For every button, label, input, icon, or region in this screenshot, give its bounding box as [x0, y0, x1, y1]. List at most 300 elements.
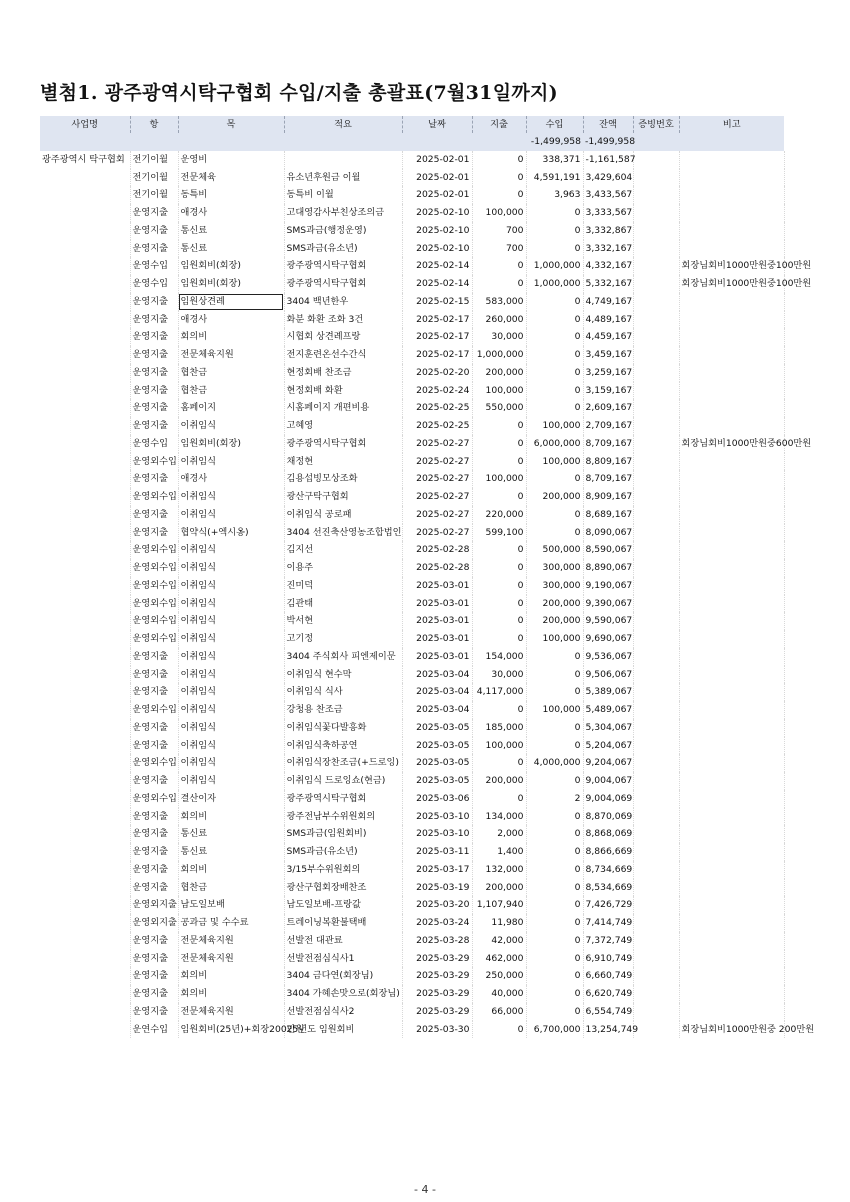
header-income[interactable]: 수입	[526, 116, 583, 133]
cell-org[interactable]	[40, 506, 130, 524]
cell-date[interactable]: 2025-02-01	[402, 151, 472, 169]
cell-income[interactable]: 0	[526, 825, 583, 843]
cell-remarks[interactable]	[679, 524, 784, 542]
cell-remarks[interactable]	[679, 861, 784, 879]
cell-income[interactable]: 200,000	[526, 595, 583, 613]
cell-expense[interactable]: 0	[472, 151, 526, 169]
cell-expense[interactable]: 0	[472, 630, 526, 648]
cell-org[interactable]	[40, 950, 130, 968]
cell-remarks[interactable]	[679, 612, 784, 630]
cell-hang[interactable]: 운영지출	[130, 932, 178, 950]
cell-desc[interactable]: 광주광역시탁구협회	[284, 257, 402, 275]
cell-balance[interactable]: 9,590,067	[583, 612, 633, 630]
cell-org[interactable]	[40, 417, 130, 435]
cell-mok[interactable]: 이취임식	[178, 648, 284, 666]
cell-remarks[interactable]	[679, 754, 784, 772]
cell-income[interactable]: 200,000	[526, 612, 583, 630]
cell-receipt[interactable]	[633, 257, 679, 275]
cell-org[interactable]	[40, 932, 130, 950]
cell-receipt[interactable]	[633, 524, 679, 542]
cell-receipt[interactable]	[633, 559, 679, 577]
cell-hang[interactable]: 운영지출	[130, 843, 178, 861]
cell-date[interactable]: 2025-03-01	[402, 630, 472, 648]
cell-balance[interactable]: 8,890,067	[583, 559, 633, 577]
cell-balance[interactable]: 8,866,669	[583, 843, 633, 861]
cell-mok[interactable]: 임원회비(회장)	[178, 257, 284, 275]
cell-balance[interactable]: 9,506,067	[583, 666, 633, 684]
cell-income[interactable]: 0	[526, 861, 583, 879]
cell-expense[interactable]: 220,000	[472, 506, 526, 524]
cell-balance[interactable]: 8,709,167	[583, 435, 633, 453]
cell-hang[interactable]: 운연수입	[130, 1021, 178, 1039]
cell-date[interactable]: 2025-03-20	[402, 896, 472, 914]
cell-desc[interactable]: 동특비 이월	[284, 186, 402, 204]
cell-remarks[interactable]	[679, 488, 784, 506]
cell-desc[interactable]: 채정현	[284, 453, 402, 471]
cell-remarks[interactable]	[679, 896, 784, 914]
cell-org[interactable]	[40, 470, 130, 488]
cell-org[interactable]	[40, 861, 130, 879]
cell-hang[interactable]: 운영외지출	[130, 896, 178, 914]
cell-desc[interactable]: 선발전 대관료	[284, 932, 402, 950]
cell-mok[interactable]: 이취임식	[178, 506, 284, 524]
cell-expense[interactable]: 132,000	[472, 861, 526, 879]
cell-receipt[interactable]	[633, 541, 679, 559]
opening-balance[interactable]: -1,499,958	[583, 133, 633, 151]
cell-remarks[interactable]	[679, 914, 784, 932]
cell-remarks[interactable]	[679, 683, 784, 701]
cell-date[interactable]: 2025-03-05	[402, 754, 472, 772]
cell-date[interactable]: 2025-03-19	[402, 879, 472, 897]
cell-balance[interactable]: 8,534,669	[583, 879, 633, 897]
cell-mok[interactable]: 이취임식	[178, 612, 284, 630]
cell-hang[interactable]: 운영지출	[130, 417, 178, 435]
cell-hang[interactable]: 운영지출	[130, 524, 178, 542]
cell-remarks[interactable]: 회장님회비1000만원중100만원	[679, 275, 784, 293]
cell-remarks[interactable]	[679, 577, 784, 595]
header-desc[interactable]: 적요	[284, 116, 402, 133]
cell-hang[interactable]: 운영외수입	[130, 577, 178, 595]
header-receipt[interactable]: 증빙번호	[633, 116, 679, 133]
cell-remarks[interactable]	[679, 293, 784, 311]
cell-date[interactable]: 2025-02-10	[402, 204, 472, 222]
cell-date[interactable]: 2025-02-17	[402, 328, 472, 346]
cell-date[interactable]: 2025-03-01	[402, 577, 472, 595]
cell-expense[interactable]: 42,000	[472, 932, 526, 950]
cell-date[interactable]: 2025-02-01	[402, 169, 472, 187]
cell-mok[interactable]: 협찬금	[178, 382, 284, 400]
cell-expense[interactable]: 0	[472, 169, 526, 187]
cell-mok[interactable]: 협찬금	[178, 364, 284, 382]
cell-income[interactable]: 0	[526, 772, 583, 790]
cell-balance[interactable]: 6,554,749	[583, 1003, 633, 1021]
cell-mok[interactable]: 애경사	[178, 311, 284, 329]
cell-date[interactable]: 2025-03-10	[402, 808, 472, 826]
cell-balance[interactable]: 8,709,167	[583, 470, 633, 488]
cell-mok[interactable]: 홈페이지	[178, 399, 284, 417]
cell-receipt[interactable]	[633, 186, 679, 204]
cell-hang[interactable]: 전기이월	[130, 186, 178, 204]
cell-expense[interactable]: 185,000	[472, 719, 526, 737]
cell-receipt[interactable]	[633, 666, 679, 684]
cell-hang[interactable]: 운영지출	[130, 1003, 178, 1021]
cell-balance[interactable]: 2,709,167	[583, 417, 633, 435]
cell-org[interactable]	[40, 488, 130, 506]
cell-date[interactable]: 2025-02-14	[402, 257, 472, 275]
cell-receipt[interactable]	[633, 435, 679, 453]
cell-hang[interactable]: 운영지출	[130, 666, 178, 684]
cell-balance[interactable]: -1,161,587	[583, 151, 633, 169]
cell-org[interactable]	[40, 346, 130, 364]
cell-mok[interactable]: 이취임식	[178, 417, 284, 435]
cell-expense[interactable]: 30,000	[472, 666, 526, 684]
cell-remarks[interactable]	[679, 737, 784, 755]
cell-hang[interactable]: 운영외수입	[130, 790, 178, 808]
header-remarks[interactable]: 비고	[679, 116, 784, 133]
cell-org[interactable]	[40, 293, 130, 311]
cell-date[interactable]: 2025-03-01	[402, 595, 472, 613]
cell-desc[interactable]: 3404 백년한우	[284, 293, 402, 311]
cell-mok[interactable]: 전문체육지원	[178, 1003, 284, 1021]
cell-receipt[interactable]	[633, 204, 679, 222]
cell-hang[interactable]: 운영외지출	[130, 914, 178, 932]
cell-balance[interactable]: 4,749,167	[583, 293, 633, 311]
cell-hang[interactable]: 운영수입	[130, 435, 178, 453]
cell-org[interactable]	[40, 825, 130, 843]
cell-mok[interactable]: 회의비	[178, 861, 284, 879]
cell-expense[interactable]: 0	[472, 186, 526, 204]
cell-org[interactable]	[40, 630, 130, 648]
cell-balance[interactable]: 2,609,167	[583, 399, 633, 417]
cell-income[interactable]: 0	[526, 293, 583, 311]
cell-org[interactable]	[40, 240, 130, 258]
cell-expense[interactable]: 0	[472, 612, 526, 630]
cell-org[interactable]	[40, 453, 130, 471]
header-org[interactable]: 사업명	[40, 116, 130, 133]
cell-income[interactable]: 0	[526, 311, 583, 329]
cell-remarks[interactable]	[679, 399, 784, 417]
cell-date[interactable]: 2025-03-05	[402, 719, 472, 737]
cell-mok[interactable]: 이취임식	[178, 488, 284, 506]
cell-mok[interactable]: 임원회비(25년)+회장200만원	[178, 1021, 284, 1039]
cell-balance[interactable]: 6,910,749	[583, 950, 633, 968]
cell-expense[interactable]: 1,000,000	[472, 346, 526, 364]
cell-hang[interactable]: 전기이월	[130, 169, 178, 187]
cell-expense[interactable]: 1,400	[472, 843, 526, 861]
cell-mok[interactable]: 이취임식	[178, 666, 284, 684]
cell-desc[interactable]: 시홈페이지 개편비용	[284, 399, 402, 417]
cell-expense[interactable]: 0	[472, 754, 526, 772]
cell-desc[interactable]: 3404 선진축산영농조합법인	[284, 524, 402, 542]
cell-date[interactable]: 2025-02-01	[402, 186, 472, 204]
cell-expense[interactable]: 11,980	[472, 914, 526, 932]
cell-mok[interactable]: 통신료	[178, 240, 284, 258]
cell-income[interactable]: 0	[526, 967, 583, 985]
cell-expense[interactable]: 0	[472, 417, 526, 435]
cell-org[interactable]	[40, 559, 130, 577]
cell-income[interactable]: 100,000	[526, 453, 583, 471]
cell-desc[interactable]: 고기정	[284, 630, 402, 648]
cell-income[interactable]: 0	[526, 1003, 583, 1021]
cell-balance[interactable]: 8,590,067	[583, 541, 633, 559]
cell-hang[interactable]: 운영지출	[130, 879, 178, 897]
cell-income[interactable]: 0	[526, 524, 583, 542]
cell-mok[interactable]: 전문체육지원	[178, 932, 284, 950]
cell-desc[interactable]: 선발전점심식사2	[284, 1003, 402, 1021]
cell-mok[interactable]: 이취임식	[178, 577, 284, 595]
cell-balance[interactable]: 9,004,069	[583, 790, 633, 808]
cell-income[interactable]: 100,000	[526, 417, 583, 435]
cell-expense[interactable]: 0	[472, 701, 526, 719]
cell-mok[interactable]: 회의비	[178, 967, 284, 985]
cell-mok[interactable]: 애경사	[178, 470, 284, 488]
cell-income[interactable]: 0	[526, 932, 583, 950]
cell-mok[interactable]: 이취임식	[178, 772, 284, 790]
cell-desc[interactable]: 이취임식장찬조금(+드로잉)	[284, 754, 402, 772]
cell-balance[interactable]: 8,909,167	[583, 488, 633, 506]
cell-desc[interactable]: 고대영감사부친상조의금	[284, 204, 402, 222]
cell-hang[interactable]: 운영수입	[130, 257, 178, 275]
cell-hang[interactable]: 운영지출	[130, 346, 178, 364]
cell-remarks[interactable]	[679, 222, 784, 240]
cell-income[interactable]: 3,963	[526, 186, 583, 204]
cell-org[interactable]	[40, 275, 130, 293]
cell-desc[interactable]: SMS과금(임원회비)	[284, 825, 402, 843]
cell-receipt[interactable]	[633, 1003, 679, 1021]
cell-org[interactable]	[40, 612, 130, 630]
cell-receipt[interactable]	[633, 719, 679, 737]
cell-income[interactable]: 6,000,000	[526, 435, 583, 453]
cell-date[interactable]: 2025-02-28	[402, 541, 472, 559]
cell-balance[interactable]: 4,489,167	[583, 311, 633, 329]
cell-desc[interactable]: 박서현	[284, 612, 402, 630]
cell-hang[interactable]: 운영외수입	[130, 612, 178, 630]
cell-balance[interactable]: 6,620,749	[583, 985, 633, 1003]
cell-mok[interactable]: 이취임식	[178, 754, 284, 772]
cell-org[interactable]	[40, 222, 130, 240]
cell-receipt[interactable]	[633, 470, 679, 488]
cell-receipt[interactable]	[633, 754, 679, 772]
cell-receipt[interactable]	[633, 382, 679, 400]
cell-date[interactable]: 2025-03-29	[402, 967, 472, 985]
cell-hang[interactable]: 운영지출	[130, 293, 178, 311]
cell-desc[interactable]: 이취임식꽃다발흥화	[284, 719, 402, 737]
cell-desc[interactable]: 선발전점심식사1	[284, 950, 402, 968]
cell-hang[interactable]: 운영지출	[130, 470, 178, 488]
cell-balance[interactable]: 8,870,069	[583, 808, 633, 826]
cell-receipt[interactable]	[633, 879, 679, 897]
cell-hang[interactable]: 운영지출	[130, 861, 178, 879]
cell-org[interactable]	[40, 435, 130, 453]
cell-date[interactable]: 2025-02-20	[402, 364, 472, 382]
cell-org[interactable]	[40, 648, 130, 666]
cell-remarks[interactable]	[679, 417, 784, 435]
cell-receipt[interactable]	[633, 595, 679, 613]
cell-hang[interactable]: 운영지출	[130, 311, 178, 329]
cell-date[interactable]: 2025-02-27	[402, 488, 472, 506]
cell-org[interactable]	[40, 790, 130, 808]
cell-remarks[interactable]	[679, 950, 784, 968]
cell-date[interactable]: 2025-02-27	[402, 524, 472, 542]
cell-org[interactable]	[40, 169, 130, 187]
cell-receipt[interactable]	[633, 169, 679, 187]
cell-expense[interactable]: 0	[472, 257, 526, 275]
cell-income[interactable]: 4,000,000	[526, 754, 583, 772]
cell-receipt[interactable]	[633, 985, 679, 1003]
cell-balance[interactable]: 9,004,067	[583, 772, 633, 790]
cell-hang[interactable]: 운영지출	[130, 950, 178, 968]
cell-mok[interactable]: 이취임식	[178, 719, 284, 737]
cell-balance[interactable]: 7,372,749	[583, 932, 633, 950]
cell-mok[interactable]: 전문체육	[178, 169, 284, 187]
cell-balance[interactable]: 3,332,167	[583, 240, 633, 258]
cell-income[interactable]: 2	[526, 790, 583, 808]
cell-income[interactable]: 338,371	[526, 151, 583, 169]
header-expense[interactable]: 지출	[472, 116, 526, 133]
cell-receipt[interactable]	[633, 399, 679, 417]
cell-org[interactable]: 광주광역시 탁구협회	[40, 151, 130, 169]
cell-receipt[interactable]	[633, 843, 679, 861]
cell-hang[interactable]: 운영지출	[130, 328, 178, 346]
cell-mok[interactable]: 이취임식	[178, 559, 284, 577]
cell-org[interactable]	[40, 364, 130, 382]
cell-date[interactable]: 2025-03-06	[402, 790, 472, 808]
cell-balance[interactable]: 3,159,167	[583, 382, 633, 400]
cell-expense[interactable]: 0	[472, 790, 526, 808]
cell-expense[interactable]: 200,000	[472, 879, 526, 897]
cell-balance[interactable]: 3,429,604	[583, 169, 633, 187]
cell-date[interactable]: 2025-03-10	[402, 825, 472, 843]
cell-income[interactable]: 0	[526, 382, 583, 400]
cell-date[interactable]: 2025-03-24	[402, 914, 472, 932]
cell-hang[interactable]: 운영지출	[130, 772, 178, 790]
cell-remarks[interactable]	[679, 719, 784, 737]
cell-mok[interactable]: 애경사	[178, 204, 284, 222]
cell-receipt[interactable]	[633, 311, 679, 329]
cell-remarks[interactable]	[679, 932, 784, 950]
cell-desc[interactable]	[284, 151, 402, 169]
cell-date[interactable]: 2025-02-14	[402, 275, 472, 293]
cell-date[interactable]: 2025-03-28	[402, 932, 472, 950]
cell-expense[interactable]: 260,000	[472, 311, 526, 329]
cell-desc[interactable]: 이취임식 식사	[284, 683, 402, 701]
cell-mok[interactable]: 통신료	[178, 825, 284, 843]
cell-balance[interactable]: 4,332,167	[583, 257, 633, 275]
cell-date[interactable]: 2025-03-29	[402, 950, 472, 968]
cell-expense[interactable]: 100,000	[472, 470, 526, 488]
cell-remarks[interactable]	[679, 541, 784, 559]
cell-receipt[interactable]	[633, 346, 679, 364]
cell-expense[interactable]: 0	[472, 453, 526, 471]
cell-desc[interactable]: 25년도 임원회비	[284, 1021, 402, 1039]
cell-income[interactable]: 300,000	[526, 577, 583, 595]
cell-balance[interactable]: 9,204,067	[583, 754, 633, 772]
cell-desc[interactable]: 강청용 찬조금	[284, 701, 402, 719]
cell-expense[interactable]: 100,000	[472, 382, 526, 400]
cell-income[interactable]: 0	[526, 346, 583, 364]
cell-org[interactable]	[40, 1021, 130, 1039]
cell-expense[interactable]: 66,000	[472, 1003, 526, 1021]
cell-receipt[interactable]	[633, 240, 679, 258]
cell-desc[interactable]: 현정회배 화환	[284, 382, 402, 400]
cell-expense[interactable]: 2,000	[472, 825, 526, 843]
cell-mok[interactable]: 이취임식	[178, 630, 284, 648]
cell-hang[interactable]: 운영외수입	[130, 541, 178, 559]
cell-remarks[interactable]	[679, 772, 784, 790]
cell-org[interactable]	[40, 985, 130, 1003]
cell-desc[interactable]: 남도일보배-프랑값	[284, 896, 402, 914]
cell-hang[interactable]: 운영외수입	[130, 701, 178, 719]
cell-expense[interactable]: 0	[472, 541, 526, 559]
cell-desc[interactable]: 3404 금다연(회장님)	[284, 967, 402, 985]
cell-desc[interactable]: 김지선	[284, 541, 402, 559]
cell-balance[interactable]: 5,204,067	[583, 737, 633, 755]
cell-remarks[interactable]	[679, 701, 784, 719]
cell-mok[interactable]: 회의비	[178, 808, 284, 826]
cell-org[interactable]	[40, 719, 130, 737]
cell-income[interactable]: 0	[526, 879, 583, 897]
cell-balance[interactable]: 8,090,067	[583, 524, 633, 542]
cell-desc[interactable]: 광산구협회장배찬조	[284, 879, 402, 897]
cell-receipt[interactable]	[633, 506, 679, 524]
cell-date[interactable]: 2025-03-11	[402, 843, 472, 861]
cell-org[interactable]	[40, 896, 130, 914]
cell-org[interactable]	[40, 399, 130, 417]
cell-desc[interactable]: 이용주	[284, 559, 402, 577]
cell-desc[interactable]: 화분 화환 조화 3건	[284, 311, 402, 329]
cell-income[interactable]: 6,700,000	[526, 1021, 583, 1039]
cell-org[interactable]	[40, 257, 130, 275]
cell-expense[interactable]: 0	[472, 488, 526, 506]
cell-income[interactable]: 0	[526, 985, 583, 1003]
cell-balance[interactable]: 4,459,167	[583, 328, 633, 346]
cell-desc[interactable]: 시협회 상견례프랑	[284, 328, 402, 346]
cell-org[interactable]	[40, 541, 130, 559]
cell-balance[interactable]: 9,690,067	[583, 630, 633, 648]
cell-remarks[interactable]	[679, 328, 784, 346]
cell-receipt[interactable]	[633, 328, 679, 346]
cell-mok[interactable]: 전문체육지원	[178, 950, 284, 968]
cell-date[interactable]: 2025-03-01	[402, 648, 472, 666]
cell-balance[interactable]: 8,868,069	[583, 825, 633, 843]
cell-receipt[interactable]	[633, 861, 679, 879]
cell-remarks[interactable]	[679, 790, 784, 808]
cell-hang[interactable]: 운영지출	[130, 825, 178, 843]
cell-expense[interactable]: 0	[472, 275, 526, 293]
cell-date[interactable]: 2025-02-27	[402, 470, 472, 488]
cell-mok[interactable]: 임원회비(회장)	[178, 275, 284, 293]
cell-income[interactable]: 100,000	[526, 630, 583, 648]
cell-hang[interactable]: 운영지출	[130, 506, 178, 524]
cell-receipt[interactable]	[633, 737, 679, 755]
cell-income[interactable]: 0	[526, 364, 583, 382]
cell-balance[interactable]: 3,332,867	[583, 222, 633, 240]
cell-date[interactable]: 2025-02-25	[402, 399, 472, 417]
cell-hang[interactable]: 운영지출	[130, 683, 178, 701]
cell-org[interactable]	[40, 683, 130, 701]
cell-mok[interactable]: 이취임식	[178, 737, 284, 755]
cell-balance[interactable]: 8,689,167	[583, 506, 633, 524]
cell-balance[interactable]: 7,426,729	[583, 896, 633, 914]
cell-mok[interactable]: 통신료	[178, 843, 284, 861]
cell-expense[interactable]: 550,000	[472, 399, 526, 417]
cell-receipt[interactable]	[633, 896, 679, 914]
cell-remarks[interactable]	[679, 204, 784, 222]
cell-org[interactable]	[40, 524, 130, 542]
cell-mok[interactable]: 공과금 및 수수료	[178, 914, 284, 932]
cell-mok[interactable]: 협찬금	[178, 879, 284, 897]
cell-remarks[interactable]	[679, 311, 784, 329]
